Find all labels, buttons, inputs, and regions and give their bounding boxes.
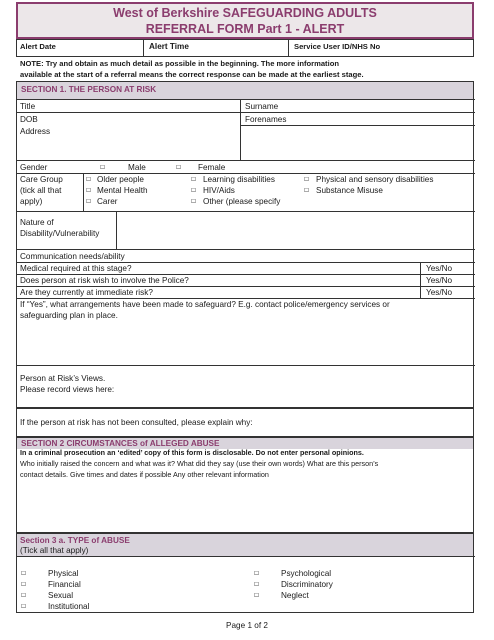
section3a-header [17,534,473,556]
section2-disclosure-note: In a criminal prosecution an ‘edited’ copy of this form is disclosable. Do not enter personal opinions. [20,448,364,457]
page-number: Page 1 of 2 [226,621,268,630]
checkbox-icon[interactable]: ☐ [254,567,259,577]
alert-time-field[interactable]: Alert Time [149,42,189,51]
care-option-learning-disabilities: Learning disabilities [203,175,275,184]
police-label: Does person at risk wish to involve the Police? [20,276,189,285]
section3a-subheading: (Tick all that apply) [20,546,89,555]
checkbox-icon[interactable]: ☐ [21,578,26,588]
checkbox-icon[interactable]: ☐ [304,173,309,183]
section1-header [17,82,473,99]
care-group-label-1: Care Group [20,175,63,184]
gender-option-female: Female [198,163,226,172]
dob-label: DOB [20,115,38,124]
immediate-risk-label: Are they currently at immediate risk? [20,288,153,297]
if-yes-line-2: safeguarding plan in place. [20,311,118,320]
care-option-physical-sensory: Physical and sensory disabilities [316,175,434,184]
form-title-line-1: West of Berkshire SAFEGUARDING ADULTS [113,6,377,20]
surname-label: Surname [245,102,279,111]
abuse-option-discriminatory: Discriminatory [281,580,333,589]
checkbox-icon[interactable]: ☐ [191,195,196,205]
note-line-2: available at the start of a referral means the correct response can be made at the earliest stage. [20,70,364,79]
gender-label: Gender [20,163,48,172]
medical-yes-no[interactable]: Yes/No [426,264,453,273]
care-option-other: Other (please specify [203,197,281,206]
care-group-label-3: apply) [20,197,43,206]
care-option-older-people: Older people [97,175,144,184]
form-title-line-2: REFERRAL FORM Part 1 - ALERT [145,22,345,36]
alert-date-field[interactable]: Alert Date [20,42,56,51]
immediate-risk-yes-no[interactable]: Yes/No [426,288,453,297]
form-title-box [16,2,474,39]
title-label: Title [20,102,36,111]
checkbox-icon[interactable]: ☐ [254,589,259,599]
views-line-2: Please record views here: [20,385,115,394]
care-option-mental-health: Mental Health [97,186,148,195]
section2-line-1: Who initially raised the concern and what was it? What did they say (use their own words) What are this person’s [20,459,379,468]
checkbox-icon[interactable]: ☐ [191,173,196,183]
alert-row [16,39,474,57]
views-line-1: Person at Risk’s Views. [20,374,106,383]
care-option-hiv-aids: HIV/Aids [203,186,235,195]
nature-label-2: Disability/Vulnerability [20,229,100,238]
not-consulted-label: If the person at risk has not been consulted, please explain why: [20,418,253,427]
section2-line-2: contact details. Give times and dates if possible Any other relevant information [20,470,269,479]
checkbox-icon[interactable]: ☐ [176,161,181,171]
communication-label: Communication needs/ability [20,252,125,261]
checkbox-icon[interactable]: ☐ [21,600,26,610]
checkbox-icon[interactable]: ☐ [304,184,309,194]
section1-frame [16,81,474,408]
checkbox-icon[interactable]: ☐ [100,161,105,171]
checkbox-icon[interactable]: ☐ [21,567,26,577]
abuse-option-sexual: Sexual [48,591,74,600]
address-label: Address [20,127,51,136]
abuse-option-physical: Physical [48,569,79,578]
checkbox-icon[interactable]: ☐ [86,173,91,183]
medical-label: Medical required at this stage? [20,264,132,273]
nature-label-1: Nature of [20,218,54,227]
care-group-label-2: (tick all that [20,186,62,195]
abuse-option-financial: Financial [48,580,81,589]
abuse-option-psychological: Psychological [281,569,332,578]
if-yes-line-1: If “Yes”, what arrangements have been made to safeguard? E.g. contact police/emergency services or [20,300,390,309]
forenames-label: Forenames [245,115,287,124]
section1-heading: SECTION 1. THE PERSON AT RISK [21,85,157,94]
police-yes-no[interactable]: Yes/No [426,276,453,285]
note-line-1: NOTE: Try and obtain as much detail as possible in the beginning. The more information [20,59,339,68]
checkbox-icon[interactable]: ☐ [86,184,91,194]
service-user-id-field[interactable]: Service User ID/NHS No [294,42,381,51]
checkbox-icon[interactable]: ☐ [21,589,26,599]
care-option-carer: Carer [97,197,118,206]
checkbox-icon[interactable]: ☐ [254,578,259,588]
checkbox-icon[interactable]: ☐ [191,184,196,194]
section2-heading: SECTION 2 CIRCUMSTANCES of ALLEGED ABUSE [21,439,220,448]
checkbox-icon[interactable]: ☐ [86,195,91,205]
gender-option-male: Male [128,163,146,172]
care-option-substance-misuse: Substance Misuse [316,186,383,195]
abuse-option-neglect: Neglect [281,591,309,600]
section3a-heading: Section 3 a. TYPE of ABUSE [20,536,130,545]
abuse-option-institutional: Institutional [48,602,90,611]
